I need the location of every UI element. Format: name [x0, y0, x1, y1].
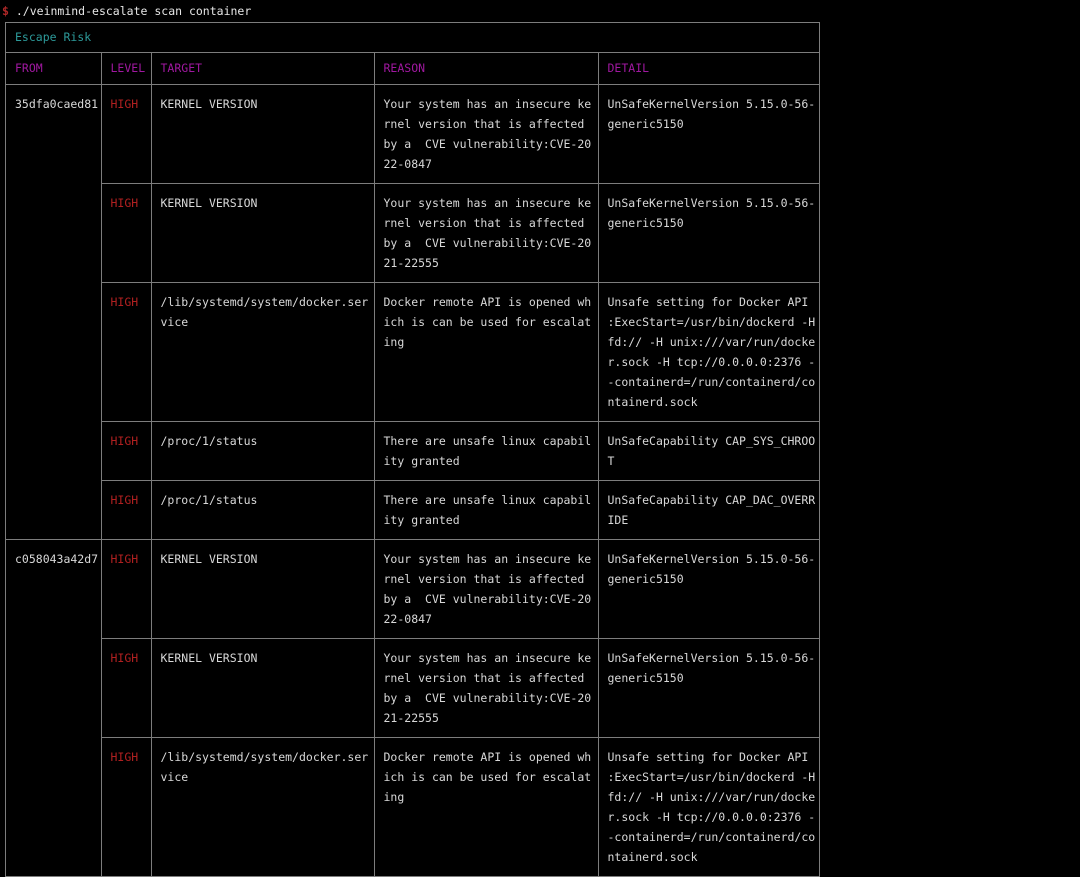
- column-header-reason: REASON: [374, 53, 598, 85]
- table-row: [6, 738, 819, 877]
- table-header: [6, 53, 819, 85]
- cell-detail: UnSafeKernelVersion 5.15.0-56-generic5150: [598, 184, 819, 283]
- escape-risk-table-panel: [5, 22, 823, 877]
- prompt-sigil: $: [2, 4, 9, 18]
- cell-level: HIGH: [101, 481, 151, 540]
- cell-target: /proc/1/status: [151, 422, 374, 481]
- cell-target: /lib/systemd/system/docker.service: [151, 283, 374, 422]
- column-header-from: FROM: [6, 53, 101, 85]
- cell-target: KERNEL VERSION: [151, 639, 374, 738]
- table-row: [6, 540, 819, 639]
- cell-detail: UnSafeCapability CAP_DAC_OVERRIDE: [598, 481, 819, 540]
- cell-level: HIGH: [101, 639, 151, 738]
- cell-detail: UnSafeKernelVersion 5.15.0-56-generic5150: [598, 85, 819, 184]
- cell-level: HIGH: [101, 283, 151, 422]
- cell-target: KERNEL VERSION: [151, 85, 374, 184]
- cell-detail: Unsafe setting for Docker API :ExecStart=/usr/bin/dockerd -H fd:// -H unix:///var/run/docker.sock -H tcp://0.0.0.0:2376 --containerd=/run/containerd/containerd.sock: [598, 738, 819, 877]
- cell-level: HIGH: [101, 738, 151, 877]
- cell-level: HIGH: [101, 540, 151, 639]
- cell-detail: UnSafeKernelVersion 5.15.0-56-generic5150: [598, 639, 819, 738]
- column-header-target: TARGET: [151, 53, 374, 85]
- table-row: [6, 283, 819, 422]
- table-row: [6, 639, 819, 738]
- cell-target: KERNEL VERSION: [151, 184, 374, 283]
- cell-detail: UnSafeKernelVersion 5.15.0-56-generic5150: [598, 540, 819, 639]
- cell-target: /proc/1/status: [151, 481, 374, 540]
- table-row: [6, 422, 819, 481]
- column-header-level: LEVEL: [101, 53, 151, 85]
- table-row: [6, 184, 819, 283]
- escape-risk-table: [6, 53, 823, 877]
- table-body: [6, 85, 823, 877]
- cell-level: HIGH: [101, 184, 151, 283]
- cell-from: 35dfa0caed81: [6, 85, 101, 540]
- column-header-detail: DETAIL: [598, 53, 819, 85]
- cell-reason: Docker remote API is opened which is can be used for escalating: [374, 738, 598, 877]
- cell-reason: There are unsafe linux capability granted: [374, 422, 598, 481]
- cell-target: KERNEL VERSION: [151, 540, 374, 639]
- cell-from: c058043a42d7: [6, 540, 101, 877]
- table-row: [6, 85, 819, 184]
- table-row: [6, 481, 819, 540]
- cell-detail: UnSafeCapability CAP_SYS_CHROOT: [598, 422, 819, 481]
- cell-level: HIGH: [101, 422, 151, 481]
- cell-detail: Unsafe setting for Docker API :ExecStart=/usr/bin/dockerd -H fd:// -H unix:///var/run/docker.sock -H tcp://0.0.0.0:2376 --containerd=/run/containerd/containerd.sock: [598, 283, 819, 422]
- cell-target: /lib/systemd/system/docker.service: [151, 738, 374, 877]
- cell-reason: Your system has an insecure kernel version that is affected by a CVE vulnerability:CVE-2021-22555: [374, 184, 598, 283]
- cell-level: HIGH: [101, 85, 151, 184]
- table-header-row: [6, 53, 819, 85]
- table-title: Escape Risk: [6, 23, 819, 53]
- terminal-prompt-line: [0, 0, 1080, 22]
- cell-reason: Your system has an insecure kernel version that is affected by a CVE vulnerability:CVE-2021-22555: [374, 639, 598, 738]
- cell-reason: There are unsafe linux capability granted: [374, 481, 598, 540]
- terminal-command: ./veinmind-escalate scan container: [15, 4, 252, 18]
- cell-reason: Your system has an insecure kernel version that is affected by a CVE vulnerability:CVE-2022-0847: [374, 540, 598, 639]
- cell-reason: Docker remote API is opened which is can be used for escalating: [374, 283, 598, 422]
- cell-reason: Your system has an insecure kernel version that is affected by a CVE vulnerability:CVE-2022-0847: [374, 85, 598, 184]
